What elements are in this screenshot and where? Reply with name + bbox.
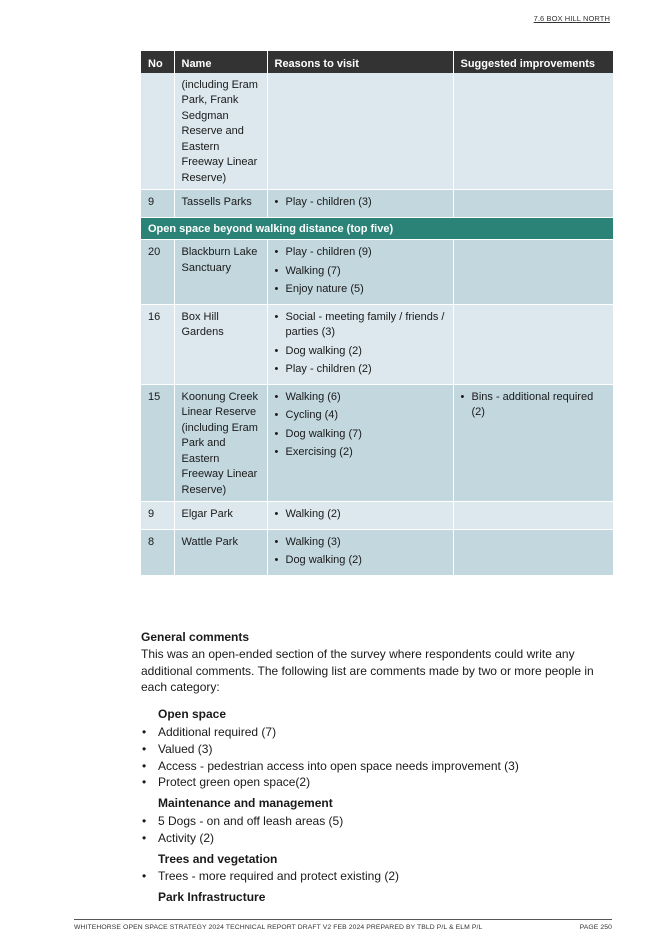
cell-number [141, 73, 174, 190]
footer-page-number: PAGE 250 [579, 924, 612, 931]
comment-item: • Additional required (7) [141, 724, 613, 741]
cell-reasons [267, 304, 453, 384]
comment-category [141, 851, 613, 886]
cell-number: 16 [141, 304, 174, 384]
reason-item: • Walking (2) [275, 507, 446, 523]
cell-improvements [453, 502, 613, 530]
footer-document-title: WHITEHORSE OPEN SPACE STRATEGY 2024 TECHNICAL REPORT DRAFT V2 FEB 2024 PREPARED BY TBLD P/L & ELM P/L [74, 924, 483, 931]
reason-item: • Dog walking (2) [275, 344, 446, 360]
reason-list [275, 195, 446, 211]
comment-list [158, 724, 613, 791]
reason-list [275, 507, 446, 523]
section-reference: 7.6 BOX HILL NORTH [533, 14, 610, 23]
section-header-row [141, 217, 613, 240]
table-row [141, 304, 613, 384]
reason-item: • Dog walking (7) [275, 427, 446, 443]
category-title: Trees and vegetation [158, 851, 278, 866]
section-title: Open space beyond walking distance (top five) [141, 217, 613, 240]
cell-improvements [453, 73, 613, 190]
table-row [141, 73, 613, 190]
cell-park-name: Tassells Parks [174, 190, 267, 218]
improvement-list [461, 390, 607, 421]
reason-item: • Cycling (4) [275, 408, 446, 424]
cell-number: 8 [141, 529, 174, 575]
reason-list [275, 310, 446, 378]
cell-park-name: Box Hill Gardens [174, 304, 267, 384]
table-row [141, 502, 613, 530]
cell-improvements [453, 529, 613, 575]
col-header-reasons: Reasons to visit [267, 51, 453, 73]
cell-number: 9 [141, 190, 174, 218]
table-row [141, 529, 613, 575]
category-title: Park Infrastructure [158, 890, 266, 905]
comment-item: • Valued (3) [141, 741, 613, 758]
comment-list [158, 868, 613, 885]
cell-park-name: Koonung Creek Linear Reserve (including Eram Park and Eastern Freeway Linear Reserve) [174, 384, 267, 502]
improvement-item: • Bins - additional required (2) [461, 390, 607, 421]
cell-improvements [453, 384, 613, 502]
col-header-no: No [141, 51, 174, 73]
cell-improvements [453, 304, 613, 384]
comment-category [141, 706, 613, 791]
reason-item: • Play - children (2) [275, 362, 446, 378]
comment-category [141, 795, 613, 846]
comment-list [158, 813, 613, 847]
cell-number: 15 [141, 384, 174, 502]
comment-categories [141, 706, 613, 906]
cell-reasons [267, 73, 453, 190]
reason-item: • Enjoy nature (5) [275, 282, 446, 298]
reason-item: • Play - children (3) [275, 195, 446, 211]
cell-number: 20 [141, 240, 174, 305]
category-title: Open space [158, 707, 227, 722]
table-row [141, 190, 613, 218]
table-body [141, 73, 613, 576]
category-title: Maintenance and management [158, 796, 333, 811]
cell-reasons [267, 384, 453, 502]
reason-item: • Social - meeting family / friends / parties (3) [275, 310, 446, 341]
cell-improvements [453, 240, 613, 305]
reason-list [275, 390, 446, 461]
general-comments [141, 629, 613, 910]
cell-reasons [267, 529, 453, 575]
cell-reasons [267, 502, 453, 530]
col-header-improvements: Suggested improvements [453, 51, 613, 73]
general-comments-intro: This was an open-ended section of the survey where respondents could write any additional comments. The following list are comments made by two or more people in each category: [141, 646, 594, 695]
reason-list [275, 535, 446, 569]
reason-list [275, 245, 446, 298]
reason-item: • Play - children (9) [275, 245, 446, 261]
reason-item: • Walking (6) [275, 390, 446, 406]
comment-item: • Activity (2) [141, 830, 613, 847]
cell-number: 9 [141, 502, 174, 530]
cell-improvements [453, 190, 613, 218]
cell-park-name: Elgar Park [174, 502, 267, 530]
cell-park-name: Wattle Park [174, 529, 267, 575]
table-row [141, 240, 613, 305]
cell-park-name: Blackburn Lake Sanctuary [174, 240, 267, 305]
col-header-name: Name [174, 51, 267, 73]
reason-item: • Walking (7) [275, 264, 446, 280]
cell-reasons [267, 240, 453, 305]
cell-reasons [267, 190, 453, 218]
comment-item: • Protect green open space(2) [141, 774, 613, 791]
general-comments-heading: General comments [141, 630, 250, 644]
table-row [141, 384, 613, 502]
comment-category [141, 889, 613, 906]
cell-park-name: (including Eram Park, Frank Sedgman Reserve and Eastern Freeway Linear Reserve) [174, 73, 267, 190]
table-header-row [141, 51, 613, 73]
comment-item: • Access - pedestrian access into open space needs improvement (3) [141, 758, 613, 775]
comment-item: • 5 Dogs - on and off leash areas (5) [141, 813, 613, 830]
reason-item: • Dog walking (2) [275, 553, 446, 569]
reason-item: • Exercising (2) [275, 445, 446, 461]
open-space-table [141, 51, 613, 576]
reason-item: • Walking (3) [275, 535, 446, 551]
page-footer [74, 919, 612, 931]
comment-item: • Trees - more required and protect existing (2) [141, 868, 613, 885]
